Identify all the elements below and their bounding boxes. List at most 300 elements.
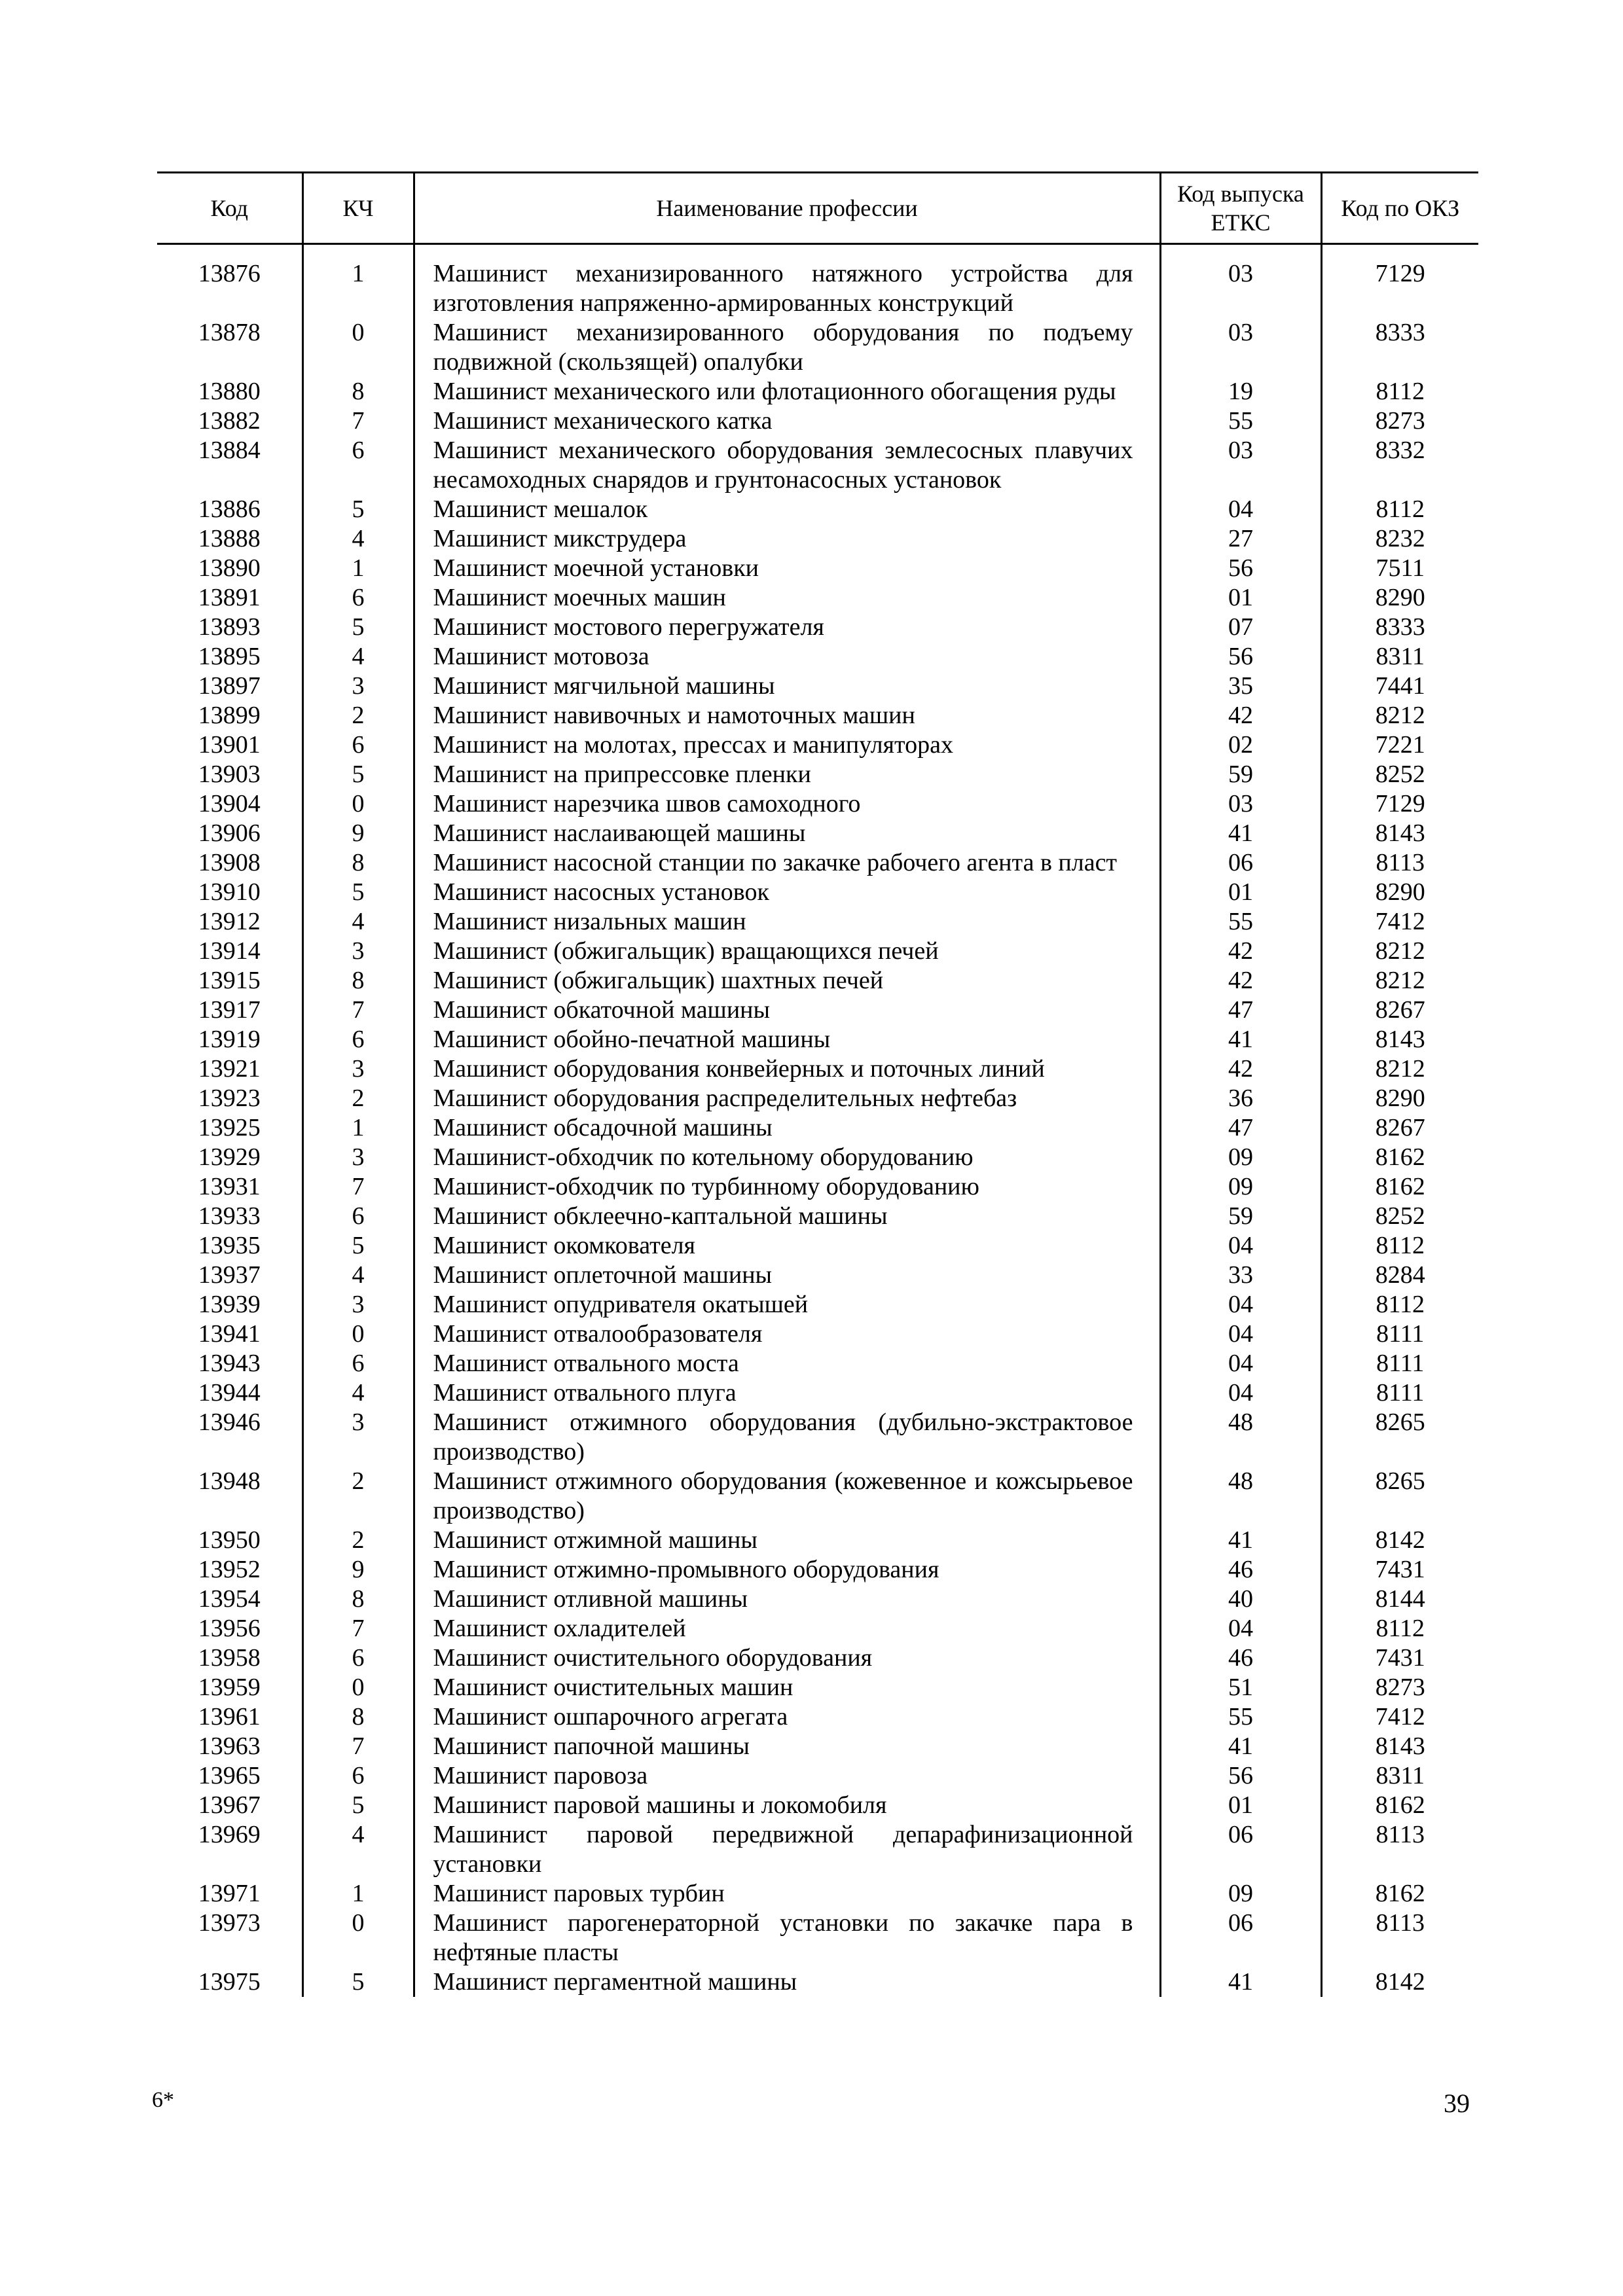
row-code: 13925 — [157, 1113, 302, 1143]
row-profession-name: Машинист (обжигальщик) шахтных печей — [414, 966, 1160, 996]
row-code: 13908 — [157, 848, 302, 878]
row-etks-code: 27 — [1160, 524, 1321, 554]
row-okz-code: 8112 — [1321, 1614, 1478, 1643]
table-row — [157, 672, 1478, 701]
row-kch: 6 — [302, 1025, 414, 1054]
row-etks-code: 04 — [1160, 1231, 1321, 1261]
row-okz-code: 8252 — [1321, 1202, 1478, 1231]
row-okz-code: 8290 — [1321, 583, 1478, 613]
row-kch: 0 — [302, 789, 414, 819]
row-okz-code: 8113 — [1321, 1909, 1478, 1967]
row-code: 13965 — [157, 1761, 302, 1791]
row-etks-code: 51 — [1160, 1673, 1321, 1702]
row-kch: 8 — [302, 1585, 414, 1614]
row-profession-name: Машинист мотовоза — [414, 642, 1160, 672]
row-etks-code: 41 — [1160, 1025, 1321, 1054]
row-profession-name: Машинист навивочных и намоточных машин — [414, 701, 1160, 730]
row-okz-code: 8333 — [1321, 318, 1478, 377]
table-row — [157, 524, 1478, 554]
row-etks-code: 03 — [1160, 436, 1321, 495]
row-kch: 0 — [302, 1673, 414, 1702]
table-row — [157, 1467, 1478, 1526]
row-code: 13975 — [157, 1967, 302, 1997]
table-row — [157, 642, 1478, 672]
row-okz-code: 8265 — [1321, 1408, 1478, 1467]
header-okz: Код по ОКЗ — [1321, 173, 1478, 244]
row-profession-name: Машинист (обжигальщик) вращающихся печей — [414, 937, 1160, 966]
row-okz-code: 7129 — [1321, 789, 1478, 819]
row-kch: 6 — [302, 730, 414, 760]
row-code: 13943 — [157, 1349, 302, 1378]
row-profession-name: Машинист охладителей — [414, 1614, 1160, 1643]
table-row — [157, 819, 1478, 848]
row-code: 13897 — [157, 672, 302, 701]
row-okz-code: 7221 — [1321, 730, 1478, 760]
row-etks-code: 03 — [1160, 789, 1321, 819]
row-kch: 5 — [302, 1231, 414, 1261]
table-row — [157, 1290, 1478, 1319]
row-etks-code: 59 — [1160, 1202, 1321, 1231]
row-etks-code: 42 — [1160, 966, 1321, 996]
row-code: 13941 — [157, 1319, 302, 1349]
row-kch: 3 — [302, 672, 414, 701]
table-row — [157, 1319, 1478, 1349]
row-etks-code: 06 — [1160, 1820, 1321, 1879]
row-okz-code: 8333 — [1321, 613, 1478, 642]
row-okz-code: 7511 — [1321, 554, 1478, 583]
row-code: 13917 — [157, 996, 302, 1025]
page-number: 39 — [1444, 2089, 1470, 2118]
table-row — [157, 1614, 1478, 1643]
row-okz-code: 7441 — [1321, 672, 1478, 701]
row-okz-code: 8143 — [1321, 819, 1478, 848]
row-okz-code: 8162 — [1321, 1172, 1478, 1202]
row-kch: 4 — [302, 907, 414, 937]
row-profession-name: Машинист низальных машин — [414, 907, 1160, 937]
table-row — [157, 377, 1478, 406]
row-kch: 3 — [302, 1290, 414, 1319]
row-etks-code: 04 — [1160, 495, 1321, 524]
row-profession-name: Машинист отливной машины — [414, 1585, 1160, 1614]
row-code: 13884 — [157, 436, 302, 495]
row-code: 13880 — [157, 377, 302, 406]
row-code: 13914 — [157, 937, 302, 966]
row-okz-code: 8112 — [1321, 495, 1478, 524]
row-etks-code: 47 — [1160, 996, 1321, 1025]
row-code: 13876 — [157, 259, 302, 318]
row-kch: 2 — [302, 1084, 414, 1113]
row-etks-code: 09 — [1160, 1879, 1321, 1909]
table-row — [157, 848, 1478, 878]
row-kch: 0 — [302, 1319, 414, 1349]
row-okz-code: 8267 — [1321, 996, 1478, 1025]
row-profession-name: Машинист механизированного натяжного устройства для изготовления напряженно-армированных конструкций — [414, 259, 1160, 318]
table-row — [157, 1084, 1478, 1113]
row-etks-code: 04 — [1160, 1349, 1321, 1378]
row-profession-name: Машинист отжимной машины — [414, 1526, 1160, 1555]
table-row — [157, 259, 1478, 318]
row-profession-name: Машинист окомкователя — [414, 1231, 1160, 1261]
row-etks-code: 19 — [1160, 377, 1321, 406]
row-code: 13948 — [157, 1467, 302, 1526]
row-etks-code: 04 — [1160, 1614, 1321, 1643]
row-code: 13971 — [157, 1879, 302, 1909]
row-code: 13921 — [157, 1054, 302, 1084]
row-code: 13903 — [157, 760, 302, 789]
row-profession-name: Машинист ошпарочного агрегата — [414, 1702, 1160, 1732]
row-kch: 6 — [302, 1643, 414, 1673]
row-code: 13895 — [157, 642, 302, 672]
row-etks-code: 55 — [1160, 907, 1321, 937]
row-kch: 3 — [302, 937, 414, 966]
row-okz-code: 8144 — [1321, 1585, 1478, 1614]
row-profession-name: Машинист пергаментной машины — [414, 1967, 1160, 1997]
row-profession-name: Машинист на припрессовке пленки — [414, 760, 1160, 789]
row-etks-code: 04 — [1160, 1319, 1321, 1349]
row-profession-name: Машинист очистительного оборудования — [414, 1643, 1160, 1673]
row-etks-code: 41 — [1160, 1967, 1321, 1997]
row-okz-code: 8212 — [1321, 937, 1478, 966]
row-etks-code: 41 — [1160, 819, 1321, 848]
row-kch: 4 — [302, 1261, 414, 1290]
row-okz-code: 8111 — [1321, 1349, 1478, 1378]
row-okz-code: 8332 — [1321, 436, 1478, 495]
row-okz-code: 8112 — [1321, 1231, 1478, 1261]
table-row — [157, 1761, 1478, 1791]
header-etks: Код выпуска ЕТКС — [1160, 173, 1321, 244]
row-okz-code: 8290 — [1321, 878, 1478, 907]
row-profession-name: Машинист мягчильной машины — [414, 672, 1160, 701]
signature-mark: 6* — [152, 2088, 174, 2112]
table-row — [157, 1202, 1478, 1231]
table-row — [157, 1791, 1478, 1820]
table-row — [157, 436, 1478, 495]
table-body — [157, 244, 1478, 1998]
table-row — [157, 760, 1478, 789]
row-kch: 9 — [302, 819, 414, 848]
row-code: 13937 — [157, 1261, 302, 1290]
table-row — [157, 1054, 1478, 1084]
table-row — [157, 1143, 1478, 1172]
row-kch: 6 — [302, 583, 414, 613]
table-row — [157, 1349, 1478, 1378]
row-etks-code: 06 — [1160, 848, 1321, 878]
table-row — [157, 1643, 1478, 1673]
row-etks-code: 40 — [1160, 1585, 1321, 1614]
row-code: 13963 — [157, 1732, 302, 1761]
row-code: 13882 — [157, 406, 302, 436]
table-row — [157, 406, 1478, 436]
table-row — [157, 1879, 1478, 1909]
row-etks-code: 46 — [1160, 1643, 1321, 1673]
row-etks-code: 01 — [1160, 1791, 1321, 1820]
row-etks-code: 59 — [1160, 760, 1321, 789]
row-profession-name: Машинист отвального плуга — [414, 1378, 1160, 1408]
row-okz-code: 8284 — [1321, 1261, 1478, 1290]
row-code: 13899 — [157, 701, 302, 730]
table-row — [157, 1378, 1478, 1408]
row-etks-code: 46 — [1160, 1555, 1321, 1585]
row-kch: 0 — [302, 1909, 414, 1967]
row-profession-name: Машинист отжимного оборудования (дубильно-экстрактовое производство) — [414, 1408, 1160, 1467]
row-kch: 6 — [302, 436, 414, 495]
row-kch: 8 — [302, 377, 414, 406]
row-kch: 0 — [302, 318, 414, 377]
row-code: 13886 — [157, 495, 302, 524]
row-kch: 7 — [302, 406, 414, 436]
row-profession-name: Машинист микструдера — [414, 524, 1160, 554]
row-okz-code: 7412 — [1321, 907, 1478, 937]
row-kch: 1 — [302, 259, 414, 318]
profession-table — [157, 171, 1478, 1997]
row-etks-code: 48 — [1160, 1467, 1321, 1526]
row-kch: 5 — [302, 1791, 414, 1820]
row-okz-code: 8113 — [1321, 1820, 1478, 1879]
row-etks-code: 36 — [1160, 1084, 1321, 1113]
row-etks-code: 09 — [1160, 1143, 1321, 1172]
row-profession-name: Машинист отжимно-промывного оборудования — [414, 1555, 1160, 1585]
row-kch: 5 — [302, 760, 414, 789]
row-code: 13954 — [157, 1585, 302, 1614]
row-etks-code: 35 — [1160, 672, 1321, 701]
row-kch: 2 — [302, 701, 414, 730]
table-row — [157, 1732, 1478, 1761]
table-row — [157, 1702, 1478, 1732]
row-kch: 5 — [302, 495, 414, 524]
row-code: 13912 — [157, 907, 302, 937]
row-code: 13910 — [157, 878, 302, 907]
row-code: 13901 — [157, 730, 302, 760]
row-okz-code: 8273 — [1321, 1673, 1478, 1702]
row-okz-code: 8232 — [1321, 524, 1478, 554]
row-okz-code: 8162 — [1321, 1879, 1478, 1909]
row-profession-name: Машинист мостового перегружателя — [414, 613, 1160, 642]
row-okz-code: 8162 — [1321, 1143, 1478, 1172]
row-etks-code: 03 — [1160, 318, 1321, 377]
row-code: 13956 — [157, 1614, 302, 1643]
row-profession-name: Машинист механического катка — [414, 406, 1160, 436]
table-row — [157, 1172, 1478, 1202]
row-kch: 2 — [302, 1467, 414, 1526]
row-kch: 4 — [302, 524, 414, 554]
row-code: 13923 — [157, 1084, 302, 1113]
row-etks-code: 01 — [1160, 878, 1321, 907]
row-okz-code: 8112 — [1321, 1290, 1478, 1319]
table-row — [157, 1261, 1478, 1290]
row-code: 13893 — [157, 613, 302, 642]
row-code: 13931 — [157, 1172, 302, 1202]
row-okz-code: 7412 — [1321, 1702, 1478, 1732]
row-etks-code: 04 — [1160, 1290, 1321, 1319]
row-kch: 7 — [302, 1732, 414, 1761]
row-code: 13929 — [157, 1143, 302, 1172]
row-kch: 7 — [302, 996, 414, 1025]
row-kch: 3 — [302, 1408, 414, 1467]
row-etks-code: 41 — [1160, 1526, 1321, 1555]
row-etks-code: 55 — [1160, 406, 1321, 436]
row-okz-code: 8162 — [1321, 1791, 1478, 1820]
row-code: 13890 — [157, 554, 302, 583]
row-okz-code: 8212 — [1321, 966, 1478, 996]
row-kch: 6 — [302, 1349, 414, 1378]
row-okz-code: 7431 — [1321, 1555, 1478, 1585]
table-row — [157, 1820, 1478, 1879]
row-etks-code: 41 — [1160, 1732, 1321, 1761]
row-profession-name: Машинист механизированного оборудования по подъему подвижной (скользящей) опалубки — [414, 318, 1160, 377]
row-okz-code: 8113 — [1321, 848, 1478, 878]
row-code: 13919 — [157, 1025, 302, 1054]
row-okz-code: 8267 — [1321, 1113, 1478, 1143]
row-code: 13888 — [157, 524, 302, 554]
row-kch: 2 — [302, 1526, 414, 1555]
row-profession-name: Машинист оплеточной машины — [414, 1261, 1160, 1290]
row-etks-code: 55 — [1160, 1702, 1321, 1732]
row-profession-name: Машинист моечной установки — [414, 554, 1160, 583]
row-okz-code: 8311 — [1321, 642, 1478, 672]
header-code: Код — [157, 173, 302, 244]
row-profession-name: Машинист отвалообразователя — [414, 1319, 1160, 1349]
row-kch: 7 — [302, 1614, 414, 1643]
row-okz-code: 7129 — [1321, 259, 1478, 318]
row-okz-code: 8143 — [1321, 1025, 1478, 1054]
row-kch: 3 — [302, 1143, 414, 1172]
row-kch: 6 — [302, 1761, 414, 1791]
row-profession-name: Машинист механического оборудования землесосных плавучих несамоходных снарядов и грунтонасосных установок — [414, 436, 1160, 495]
row-profession-name: Машинист-обходчик по турбинному оборудованию — [414, 1172, 1160, 1202]
row-okz-code: 8252 — [1321, 760, 1478, 789]
table-row — [157, 907, 1478, 937]
row-etks-code: 42 — [1160, 1054, 1321, 1084]
row-kch: 7 — [302, 1172, 414, 1202]
row-etks-code: 01 — [1160, 583, 1321, 613]
row-kch: 6 — [302, 1202, 414, 1231]
row-profession-name: Машинист нарезчика швов самоходного — [414, 789, 1160, 819]
row-etks-code: 07 — [1160, 613, 1321, 642]
row-kch: 8 — [302, 966, 414, 996]
row-profession-name: Машинист паровой передвижной депарафинизационной установки — [414, 1820, 1160, 1879]
table-row — [157, 1555, 1478, 1585]
row-etks-code: 47 — [1160, 1113, 1321, 1143]
row-kch: 8 — [302, 848, 414, 878]
row-code: 13906 — [157, 819, 302, 848]
row-kch: 4 — [302, 1820, 414, 1879]
table-row — [157, 554, 1478, 583]
row-kch: 5 — [302, 1967, 414, 1997]
row-profession-name: Машинист отвального моста — [414, 1349, 1160, 1378]
row-profession-name: Машинист обойно-печатной машины — [414, 1025, 1160, 1054]
row-okz-code: 8142 — [1321, 1526, 1478, 1555]
table-row — [157, 1585, 1478, 1614]
row-etks-code: 02 — [1160, 730, 1321, 760]
row-okz-code: 8142 — [1321, 1967, 1478, 1997]
row-okz-code: 8290 — [1321, 1084, 1478, 1113]
row-etks-code: 42 — [1160, 937, 1321, 966]
row-kch: 9 — [302, 1555, 414, 1585]
row-kch: 1 — [302, 554, 414, 583]
row-code: 13969 — [157, 1820, 302, 1879]
row-code: 13973 — [157, 1909, 302, 1967]
row-profession-name: Машинист оборудования конвейерных и поточных линий — [414, 1054, 1160, 1084]
row-okz-code: 8212 — [1321, 701, 1478, 730]
row-code: 13904 — [157, 789, 302, 819]
row-profession-name: Машинист парогенераторной установки по закачке пара в нефтяные пласты — [414, 1909, 1160, 1967]
row-profession-name: Машинист отжимного оборудования (кожевенное и кожсырьевое производство) — [414, 1467, 1160, 1526]
table-header-row — [157, 173, 1478, 244]
row-okz-code: 8111 — [1321, 1378, 1478, 1408]
table-row — [157, 730, 1478, 760]
table-row — [157, 583, 1478, 613]
row-code: 13933 — [157, 1202, 302, 1231]
row-okz-code: 8143 — [1321, 1732, 1478, 1761]
row-etks-code: 03 — [1160, 259, 1321, 318]
row-kch: 4 — [302, 642, 414, 672]
row-profession-name: Машинист очистительных машин — [414, 1673, 1160, 1702]
table-row — [157, 789, 1478, 819]
profession-table-container — [157, 171, 1478, 1997]
table-row — [157, 1673, 1478, 1702]
row-etks-code: 09 — [1160, 1172, 1321, 1202]
row-okz-code: 8111 — [1321, 1319, 1478, 1349]
row-profession-name: Машинист оборудования распределительных нефтебаз — [414, 1084, 1160, 1113]
row-etks-code: 33 — [1160, 1261, 1321, 1290]
row-profession-name: Машинист обклеечно-каптальной машины — [414, 1202, 1160, 1231]
row-kch: 5 — [302, 878, 414, 907]
row-etks-code: 42 — [1160, 701, 1321, 730]
row-okz-code: 8112 — [1321, 377, 1478, 406]
table-row — [157, 1231, 1478, 1261]
row-profession-name: Машинист паровых турбин — [414, 1879, 1160, 1909]
row-profession-name: Машинист мешалок — [414, 495, 1160, 524]
row-kch: 4 — [302, 1378, 414, 1408]
row-profession-name: Машинист механического или флотационного обогащения руды — [414, 377, 1160, 406]
row-okz-code: 8265 — [1321, 1467, 1478, 1526]
row-profession-name: Машинист наслаивающей машины — [414, 819, 1160, 848]
row-kch: 3 — [302, 1054, 414, 1084]
row-code: 13950 — [157, 1526, 302, 1555]
row-code: 13878 — [157, 318, 302, 377]
row-etks-code: 06 — [1160, 1909, 1321, 1967]
table-row — [157, 1025, 1478, 1054]
table-row — [157, 1967, 1478, 1997]
row-profession-name: Машинист насосных установок — [414, 878, 1160, 907]
table-row — [157, 1113, 1478, 1143]
header-gap — [157, 244, 1478, 260]
row-code: 13959 — [157, 1673, 302, 1702]
row-code: 13967 — [157, 1791, 302, 1820]
row-code: 13891 — [157, 583, 302, 613]
table-row — [157, 318, 1478, 377]
row-profession-name: Машинист моечных машин — [414, 583, 1160, 613]
row-okz-code: 8311 — [1321, 1761, 1478, 1791]
row-kch: 5 — [302, 613, 414, 642]
header-name: Наименование профессии — [414, 173, 1160, 244]
table-row — [157, 495, 1478, 524]
row-etks-code: 48 — [1160, 1408, 1321, 1467]
row-etks-code: 04 — [1160, 1378, 1321, 1408]
table-row — [157, 937, 1478, 966]
table-row — [157, 1526, 1478, 1555]
row-etks-code: 56 — [1160, 642, 1321, 672]
row-code: 13952 — [157, 1555, 302, 1585]
row-etks-code: 56 — [1160, 554, 1321, 583]
table-row — [157, 613, 1478, 642]
table-row — [157, 966, 1478, 996]
row-profession-name: Машинист паровой машины и локомобиля — [414, 1791, 1160, 1820]
row-code: 13961 — [157, 1702, 302, 1732]
row-okz-code: 7431 — [1321, 1643, 1478, 1673]
table-row — [157, 1408, 1478, 1467]
row-code: 13944 — [157, 1378, 302, 1408]
